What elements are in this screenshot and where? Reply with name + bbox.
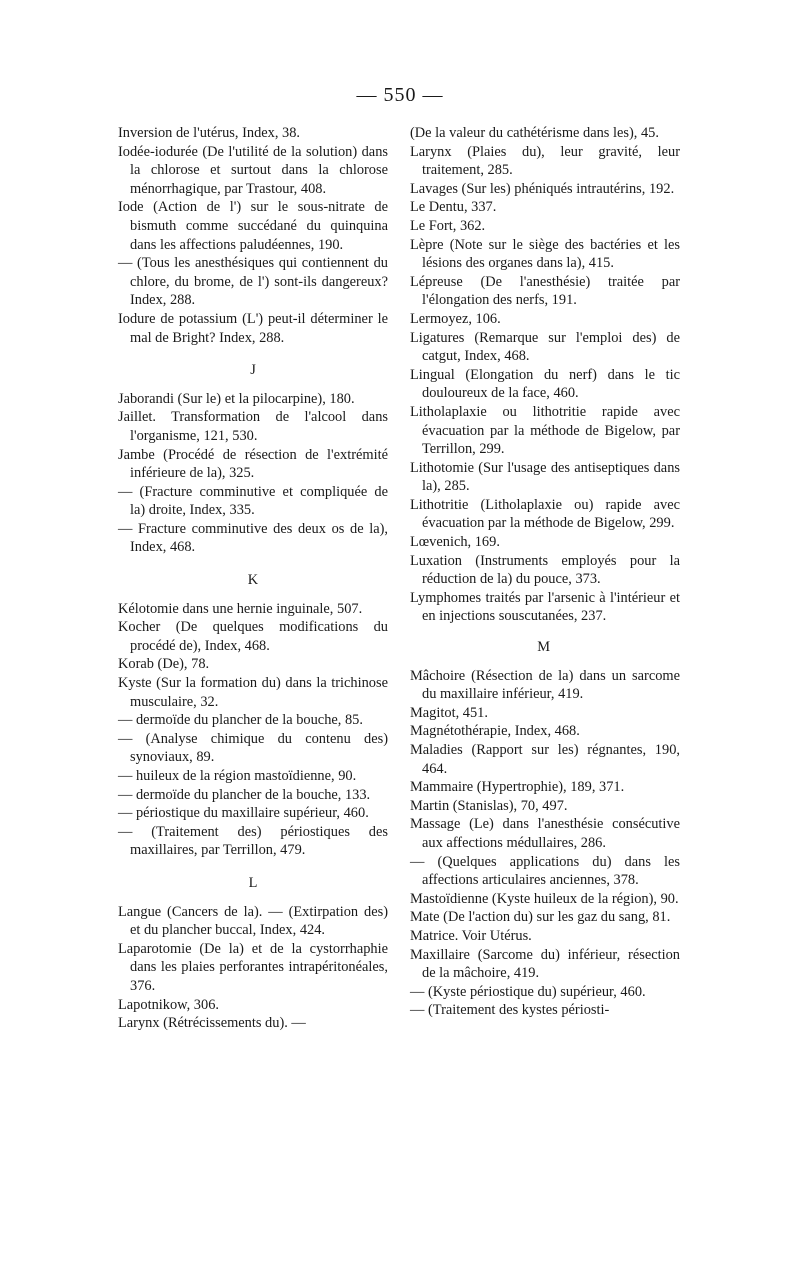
index-entry: Mastoïdienne (Kyste huileux de la région), 90.: [410, 890, 679, 907]
index-entry: Iode (Action de l') sur le sous-nitrate de bismuth comme succédané du quinquina dans les affections paludéennes, 190.: [118, 199, 388, 253]
index-entry: — (Traitement des kystes périosti-: [410, 1002, 610, 1019]
index-entry: Iodée-iodurée (De l'utilité de la solution) dans la chlorose et surtout dans la chlorose ménorrhagique, par Trastour, 408.: [118, 143, 388, 197]
index-entry: Massage (Le) dans l'anesthésie consécutive aux affections médullaires, 286.: [410, 816, 680, 851]
section-letter-m: M: [537, 639, 550, 656]
index-entry: Larynx (Rétrécissements du). —: [118, 1015, 306, 1032]
index-entry: — (Quelques applications du) dans les affections articulaires anciennes, 378.: [410, 853, 680, 889]
index-entry: Lithotritie (Litholaplaxie ou) rapide avec évacuation par la méthode de Bigelow, 299.: [410, 496, 680, 532]
entries-i: [118, 124, 388, 347]
index-entry: Lépreuse (De l'anesthésie) traitée par l'élongation des nerfs, 191.: [410, 273, 680, 309]
entries-j: [118, 390, 388, 557]
index-entry: Kélotomie dans une hernie inguinale, 507.: [118, 600, 363, 617]
index-entry: — périostique du maxillaire supérieur, 460.: [118, 805, 369, 822]
index-entry: Lavages (Sur les) phéniqués intrautérins, 192.: [410, 180, 675, 197]
index-entry: Lèpre (Note sur le siège des bactéries et les lésions des organes dans la), 415.: [410, 236, 680, 272]
index-entry: — huileux de la région mastoïdienne, 90.: [118, 768, 357, 784]
index-entry: — Fracture comminutive des deux os de la), Index, 468.: [118, 520, 388, 556]
index-entry: Le Fort, 362.: [410, 217, 486, 234]
index-entry: Ligatures (Remarque sur l'emploi des) de catgut, Index, 468.: [410, 329, 680, 365]
entries-l-right: [410, 124, 680, 626]
left-column: [118, 124, 388, 1033]
section-letter-k: K: [247, 572, 259, 589]
index-entry: — (Analyse chimique du contenu des) synoviaux, 89.: [118, 730, 388, 766]
index-entry: Lermoyez, 106.: [410, 310, 501, 327]
index-entry: Mâchoire (Résection de la) dans un sarcome du maxillaire inférieur, 419.: [410, 667, 680, 703]
index-entry: — dermoïde du plancher de la bouche, 133.: [118, 786, 371, 803]
index-entry: Maladies (Rapport sur les) régnantes, 190, 464.: [410, 742, 680, 777]
index-entry: (De la valeur du cathétérisme dans les), 45.: [410, 125, 659, 141]
index-entry: Luxation (Instruments employés pour la réduction de la) du pouce, 373.: [410, 552, 680, 588]
section-letter-l: L: [248, 874, 258, 891]
index-entry: — (Fracture comminutive et compliquée de la) droite, Index, 335.: [118, 483, 388, 519]
index-entry: — dermoïde du plancher de la bouche, 85.: [118, 712, 363, 729]
index-entry: Magnétothérapie, Index, 468.: [410, 723, 580, 740]
index-entry: Lapotnikow, 306.: [118, 996, 219, 1013]
entries-m: [410, 667, 680, 1020]
index-entry: Le Dentu, 337.: [410, 199, 497, 216]
index-entry: Langue (Cancers de la). — (Extirpation des) et du plancher buccal, Index, 424.: [118, 903, 388, 939]
index-entry: Kyste (Sur la formation du) dans la trichinose musculaire, 32.: [118, 675, 388, 710]
index-entry: — (Tous les anesthésiques qui contiennent du chlore, du brome, de l') sont-ils dangereux? Index, 288.: [118, 255, 388, 309]
index-entry: — (Traitement des) périostiques des maxillaires, par Terrillon, 479.: [118, 823, 388, 859]
index-entry: Mate (De l'action du) sur les gaz du sang, 81.: [410, 909, 671, 926]
index-entry: Larynx (Plaies du), leur gravité, leur traitement, 285.: [410, 143, 680, 179]
index-entry: Martin (Stanislas), 70, 497.: [410, 797, 568, 814]
entries-k: [118, 600, 388, 860]
index-entry: Litholaplaxie ou lithotritie rapide avec évacuation par la méthode de Bigelow, par Terrillon, 299.: [410, 403, 680, 458]
index-entry: Lœvenich, 169.: [410, 534, 500, 551]
index-entry: Lingual (Elongation du nerf) dans le tic douloureux de la face, 460.: [410, 366, 680, 402]
index-entry: Jaborandi (Sur le) et la pilocarpine), 180.: [118, 390, 355, 407]
index-entry: Magitot, 451.: [410, 704, 488, 721]
index-entry: Jaillet. Transformation de l'alcool dans l'organisme, 121, 530.: [118, 409, 388, 444]
page-number: — 550 —: [356, 84, 444, 106]
section-letter-j: J: [250, 362, 256, 379]
index-entry: Kocher (De quelques modifications du procédé de), Index, 468.: [118, 619, 388, 654]
entries-l-left: [118, 903, 388, 1033]
index-entry: Korab (De), 78.: [118, 656, 210, 673]
right-column: [410, 124, 680, 1020]
index-entry: Iodure de potassium (L') peut-il déterminer le mal de Bright? Index, 288.: [118, 310, 388, 346]
index-entry: Laparotomie (De la) et de la cystorrhaphie dans les plaies perforantes intrapéritonéales, 376.: [118, 940, 388, 994]
index-entry: Maxillaire (Sarcome du) inférieur, résection de la mâchoire, 419.: [410, 946, 680, 982]
index-entry: — (Kyste périostique du) supérieur, 460.: [410, 983, 646, 1000]
index-entry: Mammaire (Hypertrophie), 189, 371.: [410, 779, 625, 796]
index-entry: Inversion de l'utérus, Index, 38.: [118, 125, 301, 141]
index-entry: Matrice. Voir Utérus.: [410, 927, 532, 944]
index-entry: Jambe (Procédé de résection de l'extrémité inférieure de la), 325.: [118, 446, 388, 482]
index-entry: Lymphomes traités par l'arsenic à l'intérieur et en injections souscutanées, 237.: [410, 589, 680, 625]
index-entry: Lithotomie (Sur l'usage des antiseptiques dans la), 285.: [410, 459, 680, 495]
